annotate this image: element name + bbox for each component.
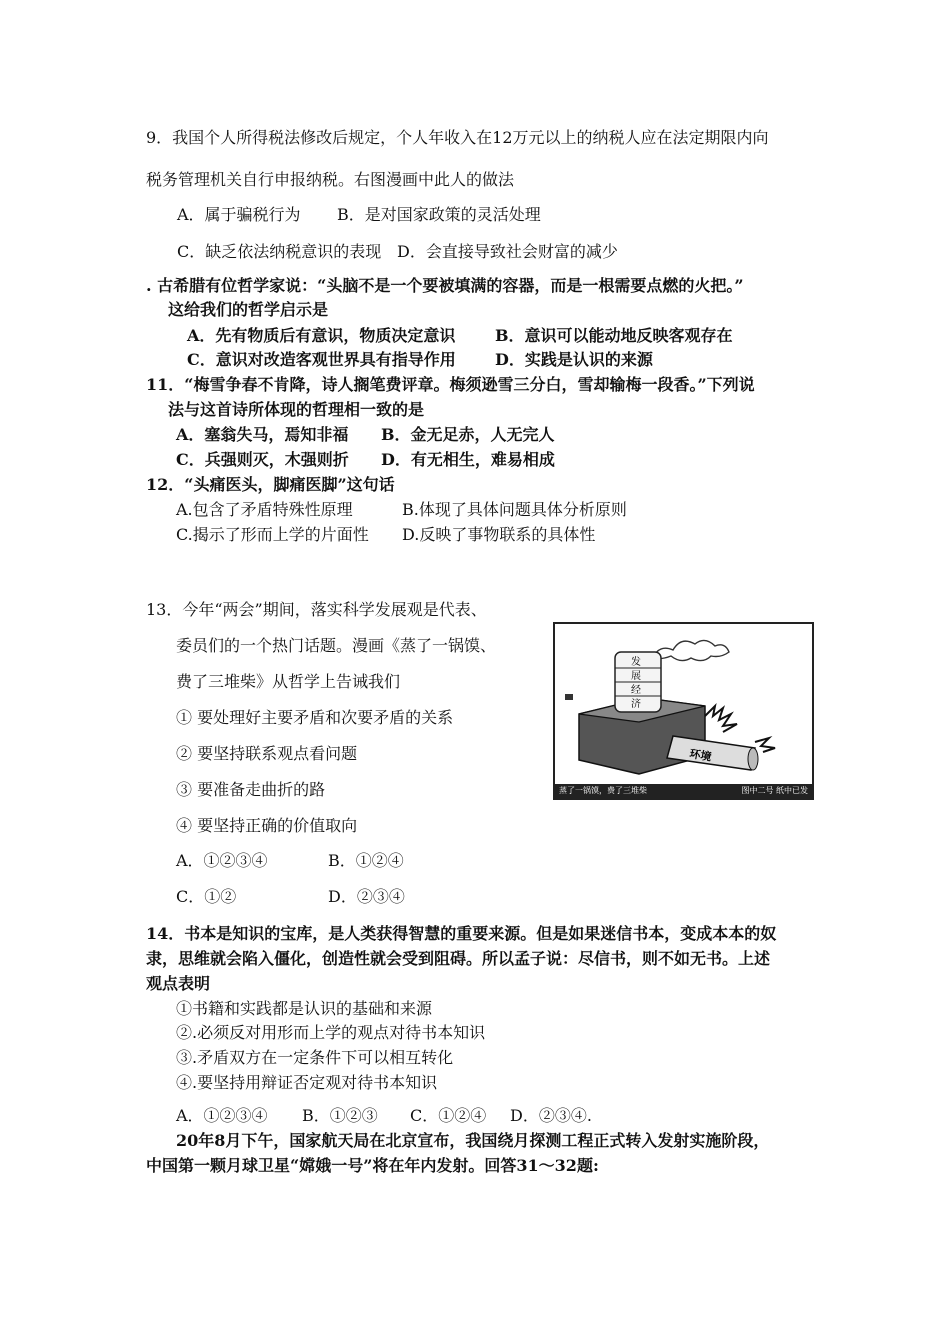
q9-option-c[interactable]: C．缺乏依法纳税意识的表现 (177, 242, 382, 261)
q10-option-d[interactable]: D．实践是认识的来源 (495, 350, 653, 369)
q9-options-row1 (177, 205, 541, 225)
q10-options-row1 (187, 326, 733, 346)
steam-cloud (653, 640, 729, 660)
q10-option-c[interactable]: C．意识对改造客观世界具有指导作用 (187, 350, 456, 369)
q9-option-d[interactable]: D．会直接导致社会财富的减少 (397, 242, 618, 261)
q13-option-b[interactable]: B．①②④ (328, 851, 404, 870)
q11-option-a[interactable]: A．塞翁失马，焉知非福 (176, 425, 349, 444)
caption-credit: 图中二号 纸中已发 (741, 786, 808, 795)
q11-option-b[interactable]: B．金无足赤，人无完人 (381, 425, 555, 444)
q10-option-a[interactable]: A．先有物质后有意识，物质决定意识 (187, 326, 456, 345)
q13-item-1: ① 要处理好主要矛盾和次要矛盾的关系 (176, 708, 454, 727)
q11-stem-line1: 11．“梅雪争春不肯降，诗人搁笔费评章。梅须逊雪三分白，雪却输梅一段香。”下列说 (146, 375, 755, 394)
q14-option-d[interactable]: D．②③④. (510, 1106, 592, 1125)
q13-stem-line1: 13．今年“两会”期间，落实科学发展观是代表、 (146, 600, 487, 619)
q11-options-row2 (176, 450, 555, 470)
q13-cartoon (553, 622, 814, 800)
q11-option-c[interactable]: C．兵强则灭，木强则折 (176, 450, 349, 469)
intro-line2: 中国第一颗月球卫星“嫦娥一号”将在年内发射。回答31～32题: (146, 1156, 599, 1175)
q10-options-row2 (187, 350, 653, 370)
intro-line1: 20年8月下午，国家航天局在北京宣布，我国绕月探测工程正式转入发射实施阶段， (176, 1131, 770, 1150)
q14-option-c[interactable]: C．①②④ (410, 1106, 487, 1125)
flame-lines (705, 706, 737, 732)
steamer-char-4: 济 (631, 699, 641, 710)
caption-title: 蒸了一锅馍，费了三堆柴 (559, 786, 647, 795)
q10-stem-line2: 这给我们的哲学启示是 (168, 300, 329, 319)
q10-option-b[interactable]: B．意识可以能动地反映客观存在 (495, 326, 733, 345)
q14-item-3: ③.矛盾双方在一定条件下可以相互转化 (176, 1048, 454, 1067)
q14-item-1: ①书籍和实践都是认识的基础和来源 (176, 999, 433, 1018)
steamer-char-3: 经 (631, 685, 641, 696)
q14-option-a[interactable]: A．①②③④ (176, 1106, 268, 1125)
q13-option-d[interactable]: D．②③④ (328, 887, 405, 906)
q14-stem-line2: 隶，思维就会陷入僵化，创造性就会受到阻碍。所以孟子说：尽信书，则不如无书。上述 (146, 949, 771, 968)
q13-options-row1 (176, 851, 404, 871)
cartoon-drawing (555, 624, 812, 784)
q9-stem-line1: 9．我国个人所得税法修改后规定，个人年收入在12万元以上的纳税人应在法定期限内向 (146, 128, 769, 147)
q13-item-3: ③ 要准备走曲折的路 (176, 780, 326, 799)
q13-stem-line3: 费了三堆柴》从哲学上告诫我们 (176, 672, 401, 691)
q9-option-a[interactable]: A．属于骗税行为 (177, 205, 301, 224)
figure-mark (565, 694, 573, 700)
q14-option-b[interactable]: B．①②③ (302, 1106, 378, 1125)
q13-item-4: ④ 要坚持正确的价值取向 (176, 816, 358, 835)
q12-stem: 12．“头痛医头，脚痛医脚”这句话 (146, 475, 395, 494)
q11-options-row1 (176, 425, 555, 445)
steamer-char-1: 发 (631, 657, 641, 668)
q12-option-b[interactable]: B.体现了具体问题具体分析原则 (402, 500, 627, 519)
q12-option-d[interactable]: D.反映了事物联系的具体性 (402, 525, 596, 544)
q13-option-a[interactable]: A．①②③④ (176, 851, 268, 870)
q13-item-2: ② 要坚持联系观点看问题 (176, 744, 358, 763)
log-label: 环境 (688, 747, 713, 764)
q12-option-a[interactable]: A.包含了矛盾特殊性原理 (176, 500, 353, 519)
q14-stem-line1: 14．书本是知识的宝库，是人类获得智慧的重要来源。但是如果迷信书本，变成本本的奴 (146, 924, 777, 943)
q14-stem-line3: 观点表明 (146, 974, 211, 993)
q12-option-c[interactable]: C.揭示了形而上学的片面性 (176, 525, 369, 544)
q9-stem-line2: 税务管理机关自行申报纳税。右图漫画中此人的做法 (146, 170, 515, 189)
q10-stem-line1: . 古希腊有位哲学家说：“头脑不是一个要被填满的容器，而是一根需要点燃的火把。” (146, 276, 744, 295)
q13-options-row2 (176, 887, 405, 907)
steamer-char-2: 展 (631, 671, 641, 682)
q12-options-row2 (176, 525, 595, 545)
q9-options-row2 (177, 242, 618, 262)
q13-stem-line2: 委员们的一个热门话题。漫画《蒸了一锅馍、 (176, 636, 497, 655)
q11-stem-line2: 法与这首诗所体现的哲理相一致的是 (168, 400, 425, 419)
q12-options-row1 (176, 500, 627, 520)
q11-option-d[interactable]: D．有无相生，难易相成 (381, 450, 555, 469)
q9-option-b[interactable]: B．是对国家政策的灵活处理 (337, 205, 541, 224)
q14-item-4: ④.要坚持用辩证否定观对待书本知识 (176, 1073, 438, 1092)
cartoon-caption (555, 784, 812, 798)
q13-option-c[interactable]: C．①② (176, 887, 237, 906)
q14-item-2: ②.必须反对用形而上学的观点对待书本知识 (176, 1023, 486, 1042)
q14-options (176, 1106, 592, 1126)
